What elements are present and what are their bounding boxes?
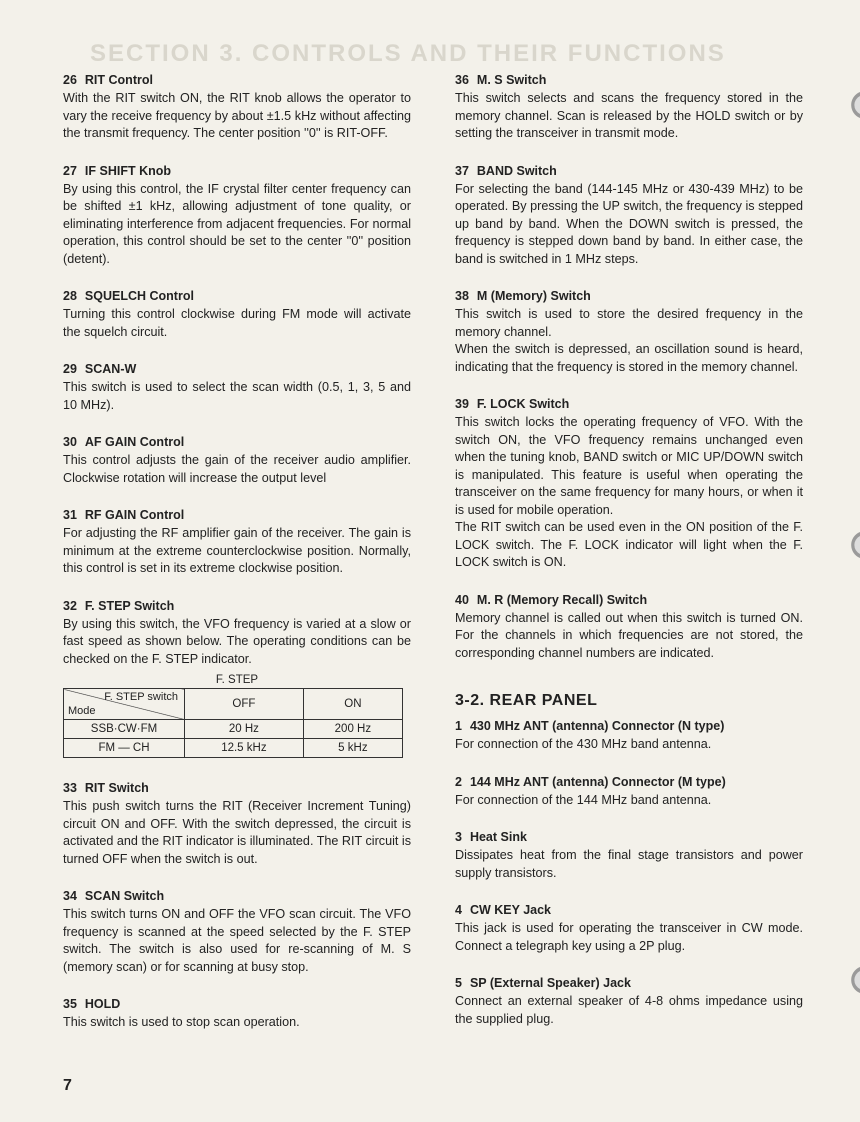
item-text: Dissipates heat from the final stage transistors and power supply transistors.: [455, 848, 803, 880]
column-header-off: OFF: [185, 689, 304, 720]
section-text: For adjusting the RF amplifier gain of the receiver. The gain is minimum at the extreme counterclockwise position. Normally, this control is set in its extreme clockwise position.: [63, 526, 411, 575]
rear-item-3: [455, 829, 803, 882]
fstep-table-caption: F. STEP: [215, 674, 259, 686]
column-header-on: ON: [303, 689, 402, 720]
table-row: [64, 720, 403, 739]
section-number: 37: [455, 163, 469, 178]
section-38: [455, 288, 803, 376]
item-title: 430 MHz ANT (antenna) Connector (N type): [469, 719, 725, 733]
binder-hole-icon: [830, 965, 860, 995]
section-title: F. LOCK Switch: [476, 397, 570, 411]
section-text: This switch is used to stop scan operation.: [63, 1015, 300, 1029]
section-34: [63, 888, 411, 976]
section-number: 26: [63, 73, 77, 87]
rear-item-1: [455, 718, 803, 754]
section-text: This switch turns ON and OFF the VFO scan circuit. The VFO frequency is scanned at the speed selected by the F. STEP switch. The switch is also used for re-scanning of M. S (memory scan) or for scanning at busy stop.: [63, 907, 411, 974]
section-number: 40: [455, 592, 469, 607]
item-title: 144 MHz ANT (antenna) Connector (M type): [469, 774, 726, 789]
section-number: 30: [63, 435, 77, 449]
item-number: 3: [455, 830, 462, 844]
section-title: SCAN Switch: [84, 889, 165, 903]
corner-label-switch: F. STEP switch: [104, 691, 178, 703]
section-number: 34: [63, 889, 77, 903]
section-title: AF GAIN Control: [84, 435, 185, 449]
off-cell: 20 Hz: [185, 720, 304, 739]
section-39: [455, 396, 803, 572]
item-number: 5: [455, 976, 462, 990]
section-number: 27: [63, 163, 77, 178]
section-title: F. STEP Switch: [84, 598, 175, 613]
section-30: [63, 434, 411, 487]
section-32: [63, 598, 411, 669]
binder-hole-icon: [830, 530, 860, 560]
item-title: Heat Sink: [469, 830, 527, 844]
section-29: [63, 361, 411, 414]
section-35: [63, 996, 411, 1032]
fstep-table: [63, 688, 403, 758]
section-number: 28: [63, 289, 77, 303]
section-title: BAND Switch: [476, 163, 557, 178]
section-number: 29: [63, 362, 77, 376]
section-text: This switch selects and scans the frequency stored in the memory channel. Scan is released by the HOLD switch or by setting the transceiver in transmit mode.: [455, 91, 803, 140]
on-cell: 200 Hz: [303, 720, 402, 739]
section-number: 33: [63, 781, 77, 795]
binder-hole-icon: [830, 90, 860, 120]
section-title: SCAN-W: [84, 362, 137, 376]
section-number: 32: [63, 598, 77, 613]
item-text: This jack is used for operating the transceiver in CW mode. Connect a telegraph key using a 2P plug.: [455, 921, 803, 953]
mode-cell: FM — CH: [64, 739, 185, 758]
item-number: 2: [455, 774, 462, 789]
section-text: By using this switch, the VFO frequency is varied at a slow or fast speed as shown below. The operating conditions can be checked on the F. STEP indicator.: [63, 616, 411, 666]
item-text: Connect an external speaker of 4-8 ohms impedance using the supplied plug.: [455, 994, 803, 1026]
section-text: With the RIT switch ON, the RIT knob allows the operator to vary the receive frequency by about ±1.5 kHz without affecting the transmit frequency. The center position ''0'' is RIT-OFF.: [63, 91, 411, 140]
section-text: This switch locks the operating frequency of VFO. With the switch ON, the VFO frequency remains unchanged even when the tuning knob, BAND switch or MIC UP/DOWN switch is manipulated. This feature is useful when operating the transceiver on the same frequency for many hours, or when it is used for mobile operation.: [455, 415, 803, 517]
section-33: [63, 780, 411, 868]
item-title: SP (External Speaker) Jack: [469, 976, 631, 990]
section-26: [63, 72, 411, 143]
section-number: 36: [455, 73, 469, 87]
item-number: 1: [455, 719, 462, 733]
section-number: 31: [63, 508, 77, 522]
section-text: For selecting the band (144-145 MHz or 430-439 MHz) to be operated. By pressing the UP switch, the frequency is stepped up band by band. When the DOWN switch is pressed, the frequency is stepped down band by band. In either case, the band is switched in 1 MHz steps.: [455, 181, 803, 266]
rear-panel-title: 3-2. REAR PANEL: [455, 692, 598, 709]
page-number: 7: [63, 1077, 72, 1094]
rear-item-2: [455, 774, 803, 810]
section-text-continued: The RIT switch can be used even in the ON position of the F. LOCK switch. The F. LOCK indicator will light when the F. LOCK switch is ON.: [455, 520, 803, 569]
section-number: 35: [63, 997, 77, 1011]
table-corner-cell: [64, 689, 185, 720]
rear-item-5: [455, 975, 803, 1028]
section-number: 38: [455, 289, 469, 303]
section-40: [455, 592, 803, 663]
table-header-row: [64, 689, 403, 720]
off-cell: 12.5 kHz: [185, 739, 304, 758]
rear-item-4: [455, 902, 803, 955]
section-text-continued: When the switch is depressed, an oscillation sound is heard, indicating that the frequency is stored in the memory channel.: [455, 342, 803, 374]
section-number: 39: [455, 397, 469, 411]
section-36: [455, 72, 803, 143]
section-text: This switch is used to store the desired frequency in the memory channel.: [455, 307, 803, 339]
section-text: This push switch turns the RIT (Receiver Increment Tuning) circuit ON and OFF. With the switch depressed, the circuit is activated and the RIT indicator is illuminated. The RIT circuit is turned OFF when the switch is out.: [63, 799, 411, 866]
section-title: M. S Switch: [476, 73, 547, 87]
section-27: [63, 163, 411, 269]
table-row: [64, 739, 403, 758]
background-heading: SECTION 3. CONTROLS AND THEIR FUNCTIONS: [90, 40, 726, 67]
section-text: Turning this control clockwise during FM mode will activate the squelch circuit.: [63, 307, 411, 339]
item-text: For connection of the 430 MHz band antenna.: [455, 737, 712, 751]
section-text: By using this control, the IF crystal filter center frequency can be shifted ±1 kHz, allowing adjustment of tone quality, or eliminating interference from adjacent frequencies. For normal operation, this control should be set to the center ''0'' position (detent).: [63, 181, 411, 266]
section-title: RIT Switch: [84, 781, 149, 795]
section-text: This control adjusts the gain of the receiver audio amplifier. Clockwise rotation will increase the output level: [63, 453, 411, 485]
section-title: RF GAIN Control: [84, 508, 185, 522]
mode-cell: SSB·CW·FM: [64, 720, 185, 739]
section-31: [63, 507, 411, 578]
section-37: [455, 163, 803, 269]
left-column: [63, 72, 411, 1052]
section-title: HOLD: [84, 997, 121, 1011]
item-text: For connection of the 144 MHz band antenna.: [455, 792, 712, 807]
item-title: CW KEY Jack: [469, 903, 552, 917]
section-title: RIT Control: [84, 73, 153, 87]
section-title: M (Memory) Switch: [476, 289, 591, 303]
section-title: SQUELCH Control: [84, 289, 194, 303]
section-title: IF SHIFT Knob: [84, 163, 172, 178]
section-28: [63, 288, 411, 341]
right-column: [455, 72, 803, 1048]
section-text: Memory channel is called out when this switch is turned ON. For the channels in which frequencies are not stored, the corresponding channel numbers are indicated.: [455, 610, 803, 660]
on-cell: 5 kHz: [303, 739, 402, 758]
corner-label-mode: Mode: [68, 705, 96, 717]
section-title: M. R (Memory Recall) Switch: [476, 592, 648, 607]
section-text: This switch is used to select the scan width (0.5, 1, 3, 5 and 10 MHz).: [63, 380, 411, 412]
item-number: 4: [455, 903, 462, 917]
